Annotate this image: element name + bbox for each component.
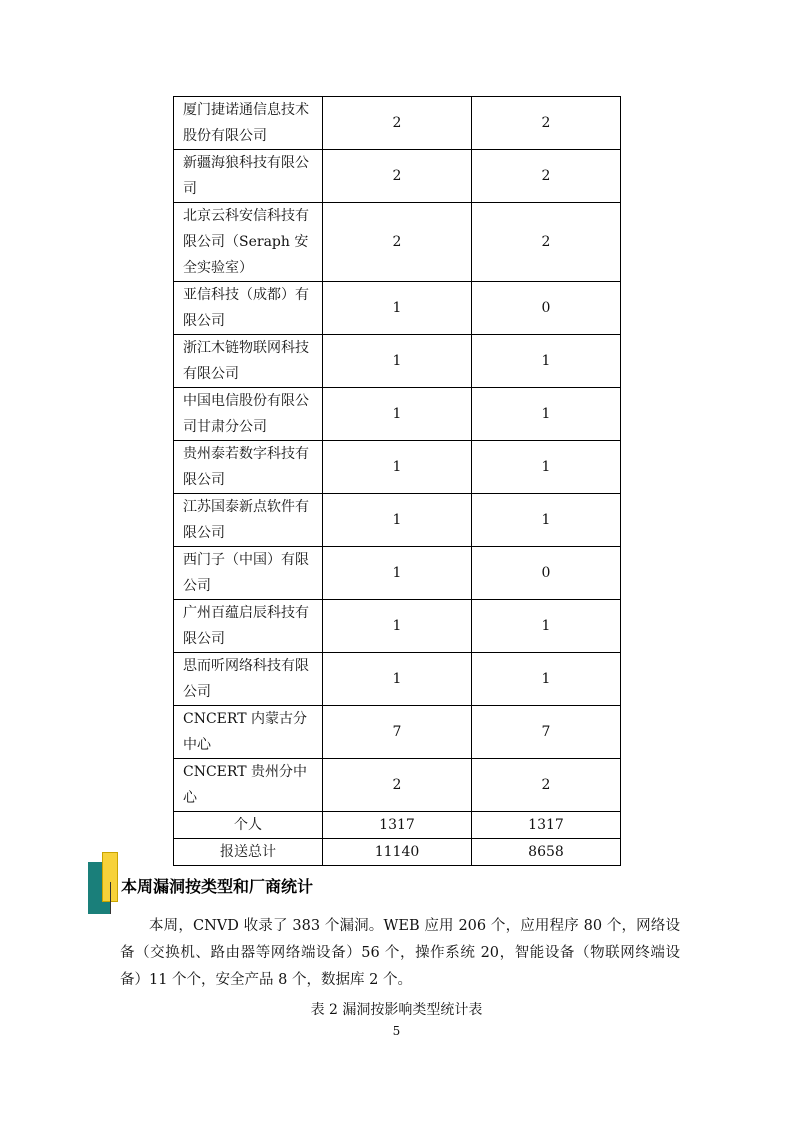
included-count-cell: 8658 — [472, 839, 621, 866]
org-cell: 新疆海狼科技有限公司 — [174, 150, 323, 203]
table-caption: 表 2 漏洞按影响类型统计表 — [310, 1002, 483, 1018]
included-count-cell: 2 — [472, 97, 621, 150]
org-cell: 报送总计 — [174, 839, 323, 866]
reported-count-cell: 7 — [323, 706, 472, 759]
table-row — [174, 706, 621, 759]
org-cell: 北京云科安信科技有限公司（Seraph 安全实验室） — [174, 203, 323, 282]
org-cell: CNCERT 贵州分中心 — [174, 759, 323, 812]
table-row — [174, 600, 621, 653]
table-row — [174, 97, 621, 150]
included-count-cell: 7 — [472, 706, 621, 759]
org-cell: 贵州泰若数字科技有限公司 — [174, 441, 323, 494]
included-count-cell: 1 — [472, 494, 621, 547]
org-cell: 中国电信股份有限公司甘肃分公司 — [174, 388, 323, 441]
table-row — [174, 150, 621, 203]
org-cell: 厦门捷诺通信息技术股份有限公司 — [174, 97, 323, 150]
org-cell: 亚信科技（成都）有限公司 — [174, 282, 323, 335]
section-heading — [88, 852, 628, 916]
org-cell: 西门子（中国）有限公司 — [174, 547, 323, 600]
table-row — [174, 494, 621, 547]
included-count-cell: 1 — [472, 335, 621, 388]
included-count-cell: 2 — [472, 759, 621, 812]
table-row — [174, 812, 621, 839]
reported-count-cell: 1 — [323, 388, 472, 441]
reported-count-cell: 1 — [323, 547, 472, 600]
included-count-cell: 0 — [472, 282, 621, 335]
included-count-cell: 2 — [472, 150, 621, 203]
reported-count-cell: 1 — [323, 494, 472, 547]
included-count-cell: 2 — [472, 203, 621, 282]
table-row — [174, 547, 621, 600]
reported-count-cell: 1 — [323, 653, 472, 706]
table-row — [174, 335, 621, 388]
reported-count-cell: 2 — [323, 97, 472, 150]
included-count-cell: 1 — [472, 653, 621, 706]
reported-count-cell: 1 — [323, 282, 472, 335]
table-row — [174, 282, 621, 335]
org-cell: 个人 — [174, 812, 323, 839]
table-row — [174, 653, 621, 706]
table-row — [174, 759, 621, 812]
org-cell: 思而听网络科技有限公司 — [174, 653, 323, 706]
included-count-cell: 0 — [472, 547, 621, 600]
org-cell: CNCERT 内蒙古分中心 — [174, 706, 323, 759]
table-row — [174, 203, 621, 282]
reported-count-cell: 1317 — [323, 812, 472, 839]
vulnerability-report-table — [173, 96, 621, 866]
section-title: 本周漏洞按类型和厂商统计 — [121, 877, 314, 896]
reported-count-cell: 1 — [323, 335, 472, 388]
org-cell: 浙江木链物联网科技有限公司 — [174, 335, 323, 388]
org-cell: 江苏国泰新点软件有限公司 — [174, 494, 323, 547]
org-cell: 广州百蕴启辰科技有限公司 — [174, 600, 323, 653]
included-count-cell: 1 — [472, 600, 621, 653]
reported-count-cell: 2 — [323, 203, 472, 282]
reported-count-cell: 1 — [323, 600, 472, 653]
page-number: 5 — [392, 1024, 401, 1038]
included-count-cell: 1 — [472, 441, 621, 494]
heading-decoration-line — [110, 882, 111, 914]
reported-count-cell: 2 — [323, 150, 472, 203]
table-row — [174, 441, 621, 494]
table-row — [174, 388, 621, 441]
reported-count-cell: 1 — [323, 441, 472, 494]
included-count-cell: 1317 — [472, 812, 621, 839]
reported-count-cell: 2 — [323, 759, 472, 812]
summary-paragraph: 本周，CNVD 收录了 383 个漏洞。WEB 应用 206 个，应用程序 80 个，网络设备（交换机、路由器等网络端设备）56 个，操作系统 20，智能设备（物联网终端设备）11 个个，安全产品 8 个，数据库 2 个。 — [120, 918, 680, 988]
included-count-cell: 1 — [472, 388, 621, 441]
reported-count-cell: 11140 — [323, 839, 472, 866]
